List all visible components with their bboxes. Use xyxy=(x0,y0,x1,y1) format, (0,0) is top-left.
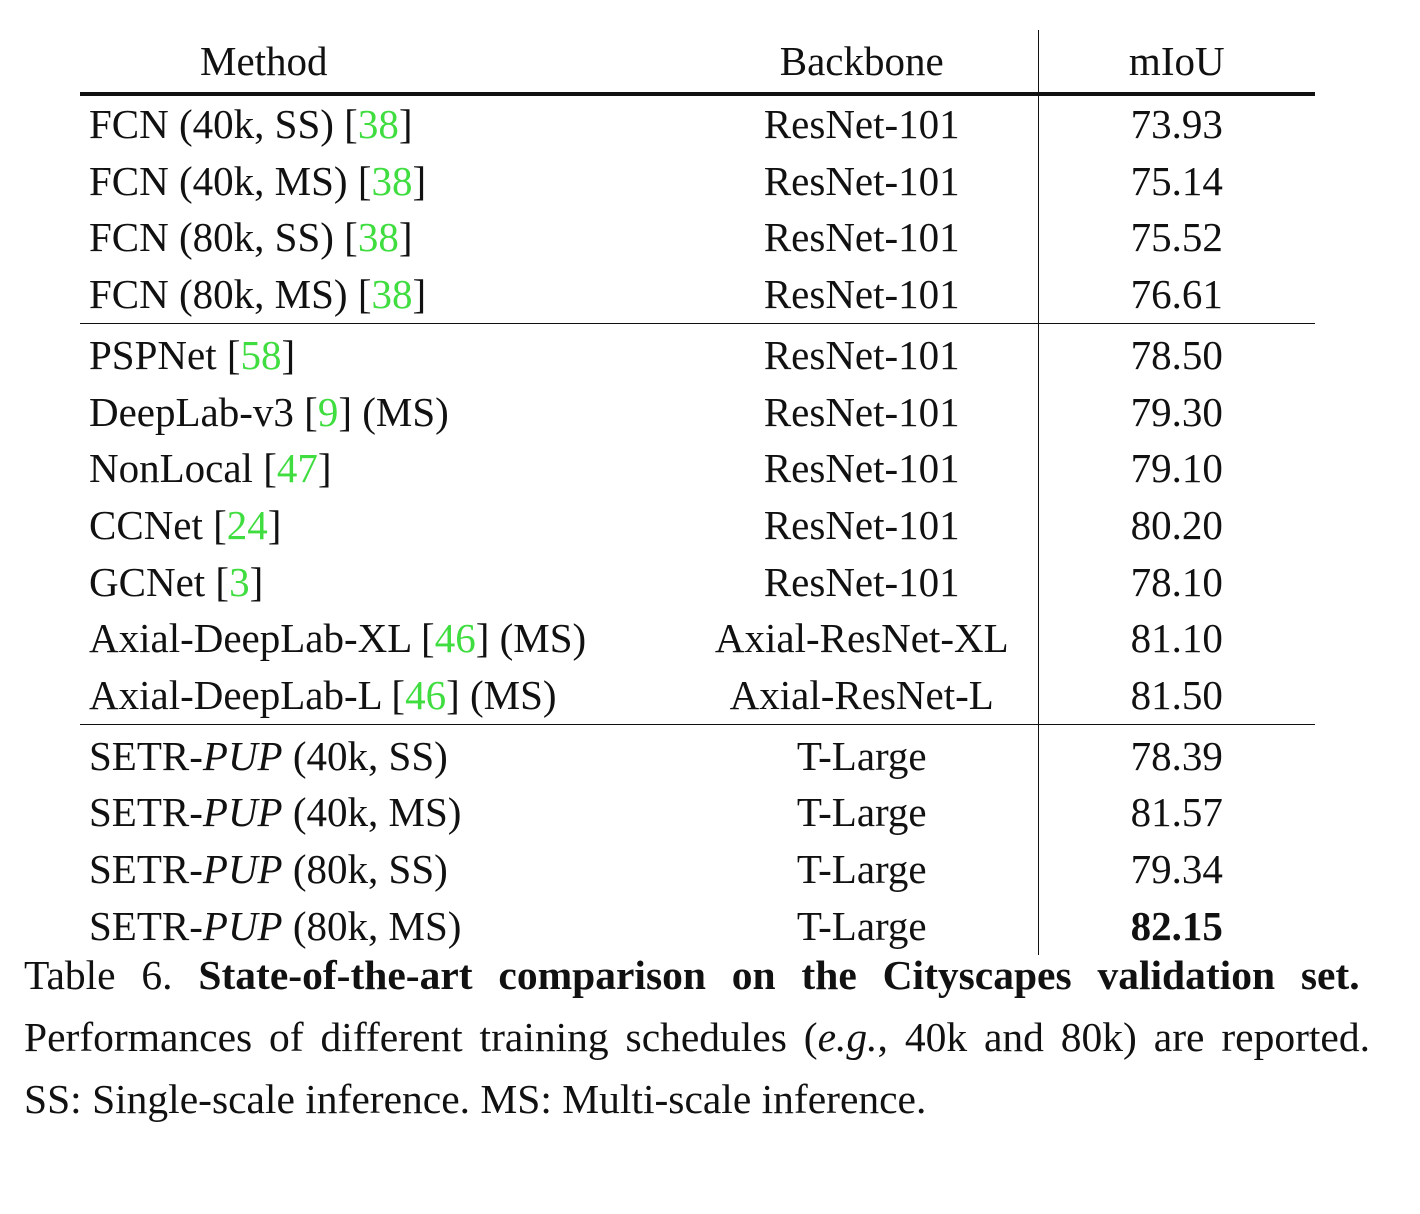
method-variant: PUP xyxy=(202,732,283,779)
cell-method xyxy=(80,667,686,724)
cell-backbone: Axial-ResNet-L xyxy=(729,672,994,719)
table-row xyxy=(80,266,1315,323)
method-name: Axial-DeepLab-XL [ xyxy=(89,615,435,662)
citation-link[interactable]: 9 xyxy=(317,388,339,435)
header-miou: mIoU xyxy=(1038,30,1315,94)
cell-backbone: ResNet-101 xyxy=(763,214,960,261)
method-name: GCNet [ xyxy=(89,558,230,605)
method-suffix: ] xyxy=(412,271,427,318)
method-suffix: ] (MS) xyxy=(338,388,449,435)
method-name: CCNet [ xyxy=(89,501,227,548)
method-name: SETR- xyxy=(89,902,203,949)
cell-miou: 76.61 xyxy=(1038,266,1315,323)
cell-miou: 81.10 xyxy=(1038,610,1315,667)
method-name: FCN (40k, SS) [ xyxy=(89,101,358,147)
cell-backbone: ResNet-101 xyxy=(763,157,960,204)
method-name: FCN (40k, MS) [ xyxy=(89,157,372,204)
citation-link[interactable]: 46 xyxy=(405,672,447,719)
table-row xyxy=(80,209,1315,266)
citation-link[interactable]: 38 xyxy=(357,101,399,147)
method-suffix: ] xyxy=(267,501,282,548)
table-header-row xyxy=(80,30,1315,94)
cell-backbone: T-Large xyxy=(796,789,927,836)
cell-method xyxy=(80,554,686,611)
cell-method xyxy=(80,841,686,898)
cell-backbone: ResNet-101 xyxy=(763,101,960,147)
cell-backbone: T-Large xyxy=(796,732,927,779)
header-method: Method xyxy=(200,38,328,84)
citation-link[interactable]: 38 xyxy=(357,214,399,261)
header-backbone: Backbone xyxy=(779,38,944,84)
method-name: Axial-DeepLab-L [ xyxy=(89,672,406,719)
cell-miou: 80.20 xyxy=(1038,497,1315,554)
cell-miou: 78.10 xyxy=(1038,554,1315,611)
cell-method xyxy=(80,209,686,266)
table-row xyxy=(80,440,1315,497)
caption-label: Table 6. xyxy=(24,952,173,998)
cell-miou: 73.93 xyxy=(1038,94,1315,153)
caption-text-before: Performances of different training schedules ( xyxy=(24,1014,818,1060)
citation-link[interactable]: 24 xyxy=(226,501,268,548)
cell-backbone: ResNet-101 xyxy=(763,331,960,378)
method-suffix: (80k, SS) xyxy=(282,846,448,893)
method-suffix: (80k, MS) xyxy=(282,902,462,949)
citation-link[interactable]: 38 xyxy=(371,271,413,318)
table-row xyxy=(80,323,1315,383)
cell-backbone: ResNet-101 xyxy=(763,271,960,318)
cell-miou: 81.57 xyxy=(1038,784,1315,841)
caption-eg: e.g. xyxy=(817,1014,878,1060)
cell-method xyxy=(80,497,686,554)
cell-miou: 75.14 xyxy=(1038,153,1315,210)
cell-miou: 79.30 xyxy=(1038,384,1315,441)
cell-backbone: ResNet-101 xyxy=(763,445,960,492)
results-table-container xyxy=(80,30,1315,955)
table-row xyxy=(80,554,1315,611)
table-row xyxy=(80,153,1315,210)
results-table xyxy=(80,30,1315,955)
method-suffix: ] (MS) xyxy=(475,615,587,662)
method-suffix: ] xyxy=(249,558,264,605)
cell-backbone: T-Large xyxy=(796,902,927,949)
citation-link[interactable]: 46 xyxy=(434,615,476,662)
method-variant: PUP xyxy=(202,846,283,893)
method-name: SETR- xyxy=(89,732,203,779)
method-suffix: ] xyxy=(398,214,413,261)
cell-miou: 82.15 xyxy=(1038,898,1315,955)
caption-title: State-of-the-art comparison on the Cityscapes validation set. xyxy=(198,952,1360,998)
citation-link[interactable]: 58 xyxy=(240,331,282,378)
cell-method xyxy=(80,384,686,441)
cell-method xyxy=(80,440,686,497)
method-name: DeepLab-v3 [ xyxy=(89,388,318,435)
method-name: PSPNet [ xyxy=(89,331,241,378)
method-suffix: ] xyxy=(398,101,413,147)
method-suffix: ] (MS) xyxy=(446,672,557,719)
cell-miou: 79.10 xyxy=(1038,440,1315,497)
cell-method xyxy=(80,153,686,210)
cell-backbone: ResNet-101 xyxy=(763,388,960,435)
table-row xyxy=(80,384,1315,441)
cell-method xyxy=(80,724,686,784)
method-suffix: ] xyxy=(317,445,332,492)
cell-method xyxy=(80,94,686,153)
citation-link[interactable]: 47 xyxy=(276,445,318,492)
method-variant: PUP xyxy=(202,902,283,949)
cell-miou: 79.34 xyxy=(1038,841,1315,898)
table-row xyxy=(80,667,1315,724)
method-name: FCN (80k, MS) [ xyxy=(89,271,372,318)
cell-method xyxy=(80,266,686,323)
table-row xyxy=(80,841,1315,898)
method-suffix: ] xyxy=(412,157,427,204)
cell-backbone: ResNet-101 xyxy=(763,558,960,605)
table-body xyxy=(80,94,1315,955)
table-row xyxy=(80,610,1315,667)
method-name: NonLocal [ xyxy=(89,445,277,492)
cell-miou: 78.50 xyxy=(1038,323,1315,383)
cell-backbone: ResNet-101 xyxy=(763,501,960,548)
caption-text-after: , 40k and 80k) are reported. SS: Single-scale inference. MS: Multi-scale inference. xyxy=(24,1014,1370,1122)
cell-method xyxy=(80,610,686,667)
cell-backbone: Axial-ResNet-XL xyxy=(714,615,1009,662)
table-row xyxy=(80,724,1315,784)
method-name: SETR- xyxy=(89,789,203,836)
cell-miou: 78.39 xyxy=(1038,724,1315,784)
cell-miou: 81.50 xyxy=(1038,667,1315,724)
citation-link[interactable]: 3 xyxy=(229,558,250,605)
method-name: FCN (80k, SS) [ xyxy=(89,214,358,261)
method-suffix: ] xyxy=(281,331,296,378)
table-row xyxy=(80,784,1315,841)
cell-method xyxy=(80,323,686,383)
cell-backbone: T-Large xyxy=(796,846,927,893)
table-row xyxy=(80,94,1315,153)
method-name: SETR- xyxy=(89,846,203,893)
table-caption xyxy=(24,944,1370,1130)
table-row xyxy=(80,497,1315,554)
cell-method xyxy=(80,784,686,841)
method-variant: PUP xyxy=(202,789,283,836)
cell-miou: 75.52 xyxy=(1038,209,1315,266)
method-suffix: (40k, MS) xyxy=(282,789,462,836)
method-suffix: (40k, SS) xyxy=(282,732,448,779)
citation-link[interactable]: 38 xyxy=(371,157,413,204)
